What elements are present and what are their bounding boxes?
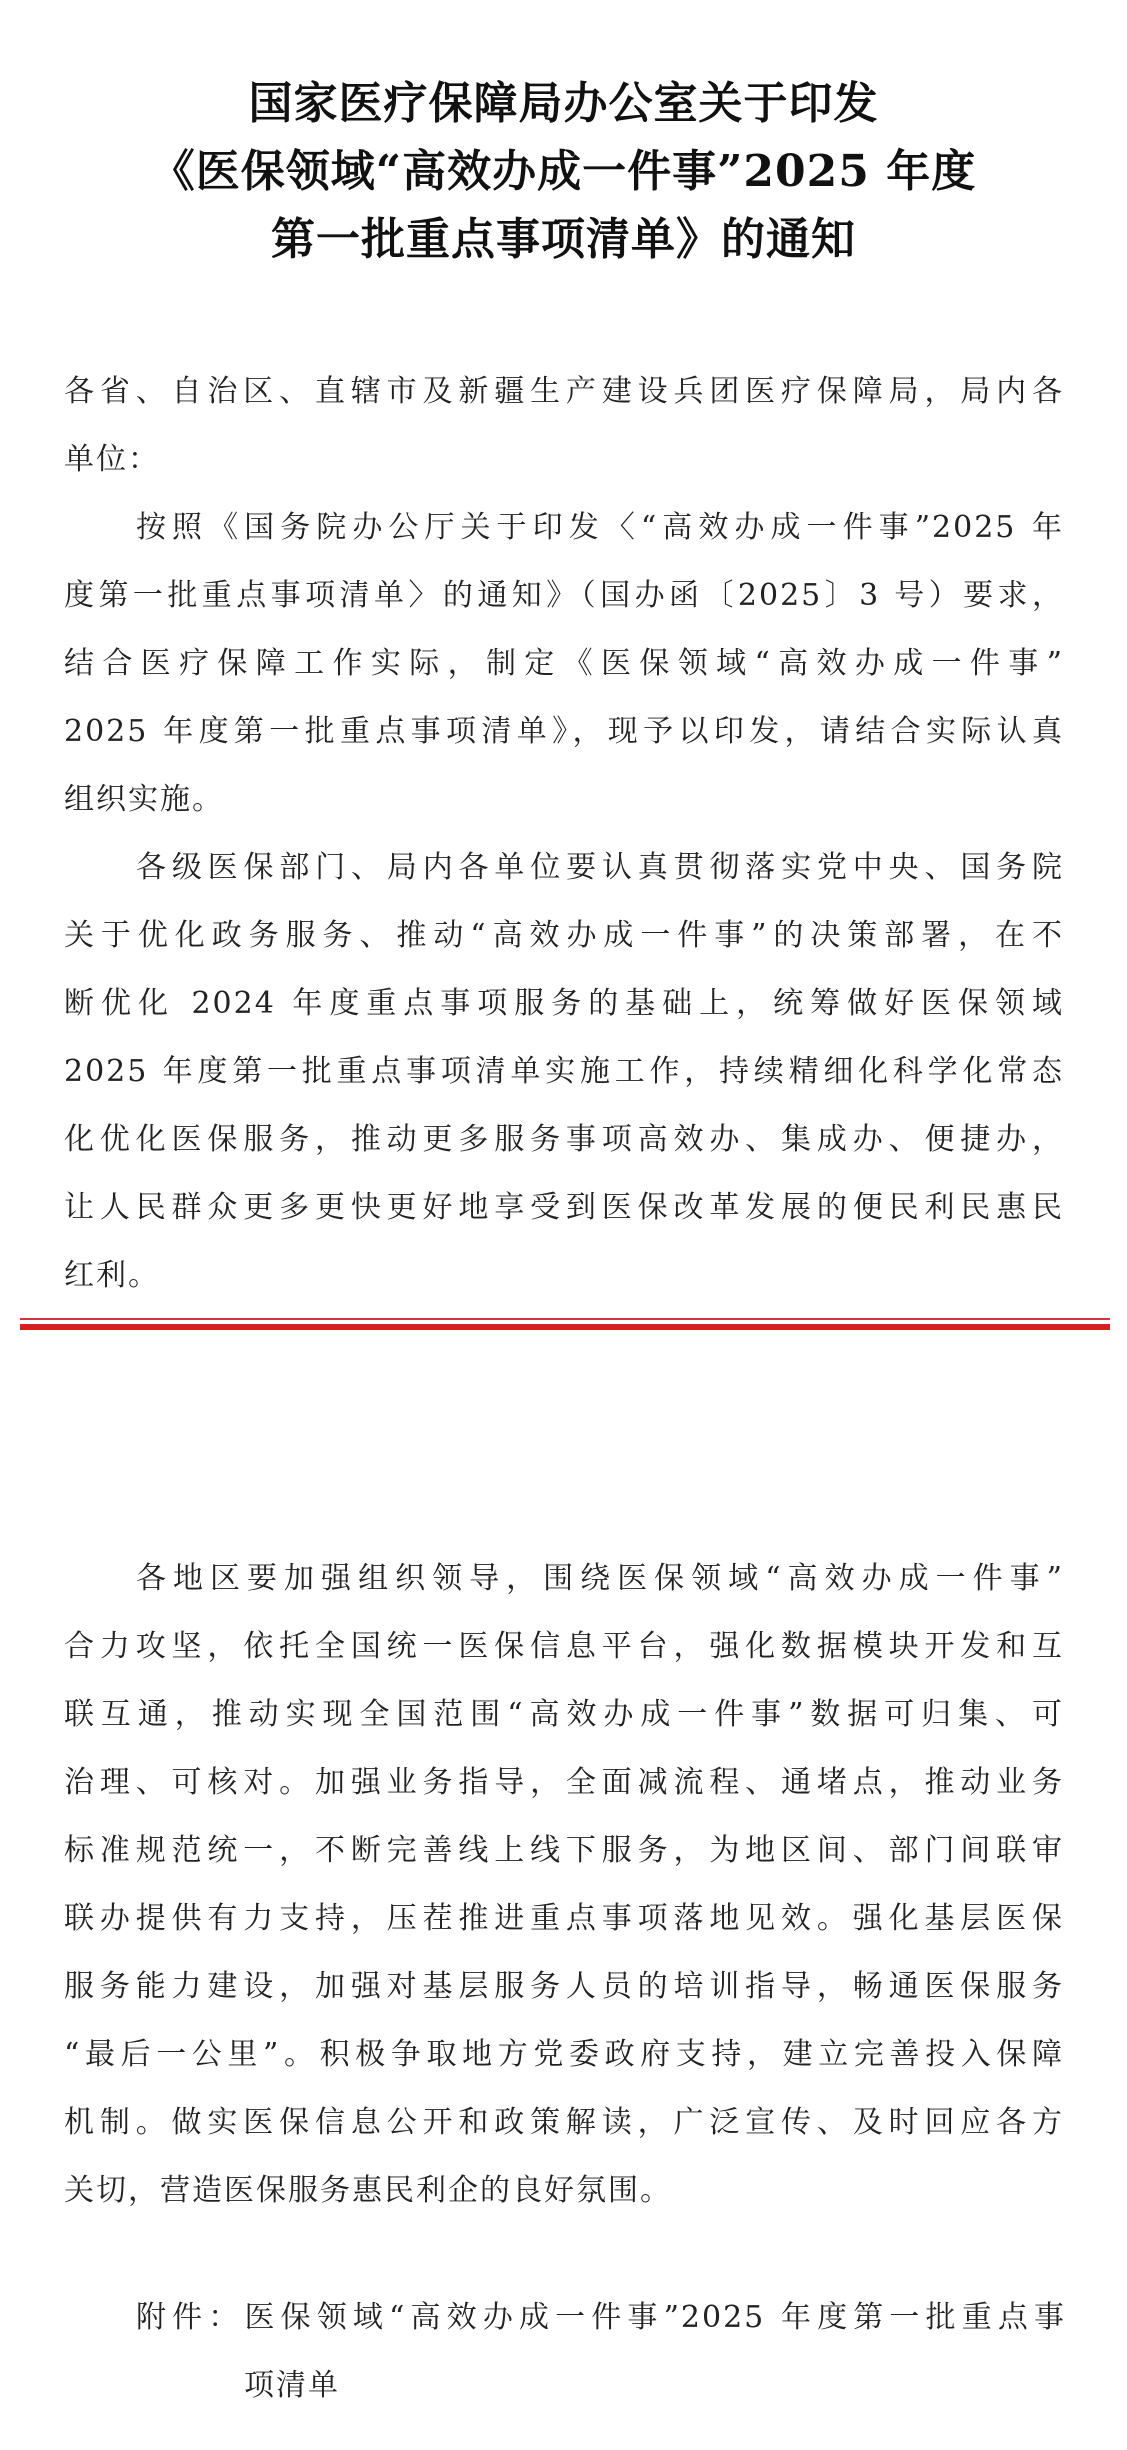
red-divider-thin bbox=[20, 1318, 1110, 1320]
body-line: 断优化 2024 年度重点事项服务的基础上，统筹做好医保领域 bbox=[64, 986, 1064, 1021]
body-line: 2025 年度第一批重点事项清单》，现予以印发，请结合实际认真 bbox=[64, 714, 1064, 749]
body-line: 各地区要加强组织领导，围绕医保领域“高效办成一件事” bbox=[136, 1561, 1064, 1596]
body-line: 合力攻坚，依托全国统一医保信息平台，强化数据模块开发和互 bbox=[64, 1629, 1064, 1664]
title-line-3: 第一批重点事项清单》的通知 bbox=[271, 214, 856, 265]
body-line: 化优化医保服务，推动更多服务事项高效办、集成办、便捷办， bbox=[64, 1122, 1064, 1157]
body-line: 机制。做实医保信息公开和政策解读，广泛宣传、及时回应各方 bbox=[64, 2105, 1064, 2140]
body-line: 红利。 bbox=[64, 1258, 160, 1293]
body-line: 2025 年度第一批重点事项清单实施工作，持续精细化科学化常态 bbox=[64, 1054, 1064, 1089]
title-line-2: 《医保领域“高效办成一件事”2025 年度 bbox=[150, 146, 977, 197]
body-line: 单位： bbox=[64, 442, 160, 477]
attachment-line-1: 附件：医保领域“高效办成一件事”2025 年度第一批重点事 bbox=[136, 2300, 1066, 2335]
body-line: 各省、自治区、直辖市及新疆生产建设兵团医疗保障局，局内各 bbox=[64, 374, 1064, 409]
body-line: 各级医保部门、局内各单位要认真贯彻落实党中央、国务院 bbox=[136, 850, 1064, 885]
body-line: 按照《国务院办公厅关于印发〈“高效办成一件事”2025 年 bbox=[136, 510, 1064, 545]
notice-body-top bbox=[64, 358, 1064, 1310]
attachment-line-2: 项清单 bbox=[244, 2368, 340, 2403]
body-line: “最后一公里”。积极争取地方党委政府支持，建立完善投入保障 bbox=[64, 2037, 1064, 2072]
body-line: 标准规范统一，不断完善线上线下服务，为地区间、部门间联审 bbox=[64, 1833, 1064, 1868]
body-line: 治理、可核对。加强业务指导，全面减流程、通堵点，推动业务 bbox=[64, 1765, 1064, 1800]
body-line: 关切，营造医保服务惠民利企的良好氛围。 bbox=[64, 2173, 672, 2208]
body-line: 服务能力建设，加强对基层服务人员的培训指导，畅通医保服务 bbox=[64, 1969, 1064, 2004]
body-line: 组织实施。 bbox=[64, 782, 224, 817]
red-divider bbox=[20, 1318, 1110, 1330]
body-line: 联互通，推动实现全国范围“高效办成一件事”数据可归集、可 bbox=[64, 1697, 1064, 1732]
body-line: 联办提供有力支持，压茬推进重点事项落地见效。强化基层医保 bbox=[64, 1901, 1064, 1936]
body-line: 关于优化政务服务、推动“高效办成一件事”的决策部署，在不 bbox=[64, 918, 1064, 953]
red-divider-thick bbox=[20, 1324, 1110, 1330]
notice-body-bottom bbox=[64, 1545, 1064, 2225]
body-line: 结合医疗保障工作实际，制定《医保领域“高效办成一件事” bbox=[64, 646, 1064, 681]
document-title bbox=[0, 70, 1127, 274]
body-line: 度第一批重点事项清单〉的通知》（国办函〔2025〕3 号）要求， bbox=[64, 578, 1064, 613]
attachment-note bbox=[136, 2284, 1066, 2420]
title-line-1: 国家医疗保障局办公室关于印发 bbox=[248, 78, 879, 129]
body-line: 让人民群众更多更快更好地享受到医保改革发展的便民利民惠民 bbox=[64, 1190, 1064, 1225]
